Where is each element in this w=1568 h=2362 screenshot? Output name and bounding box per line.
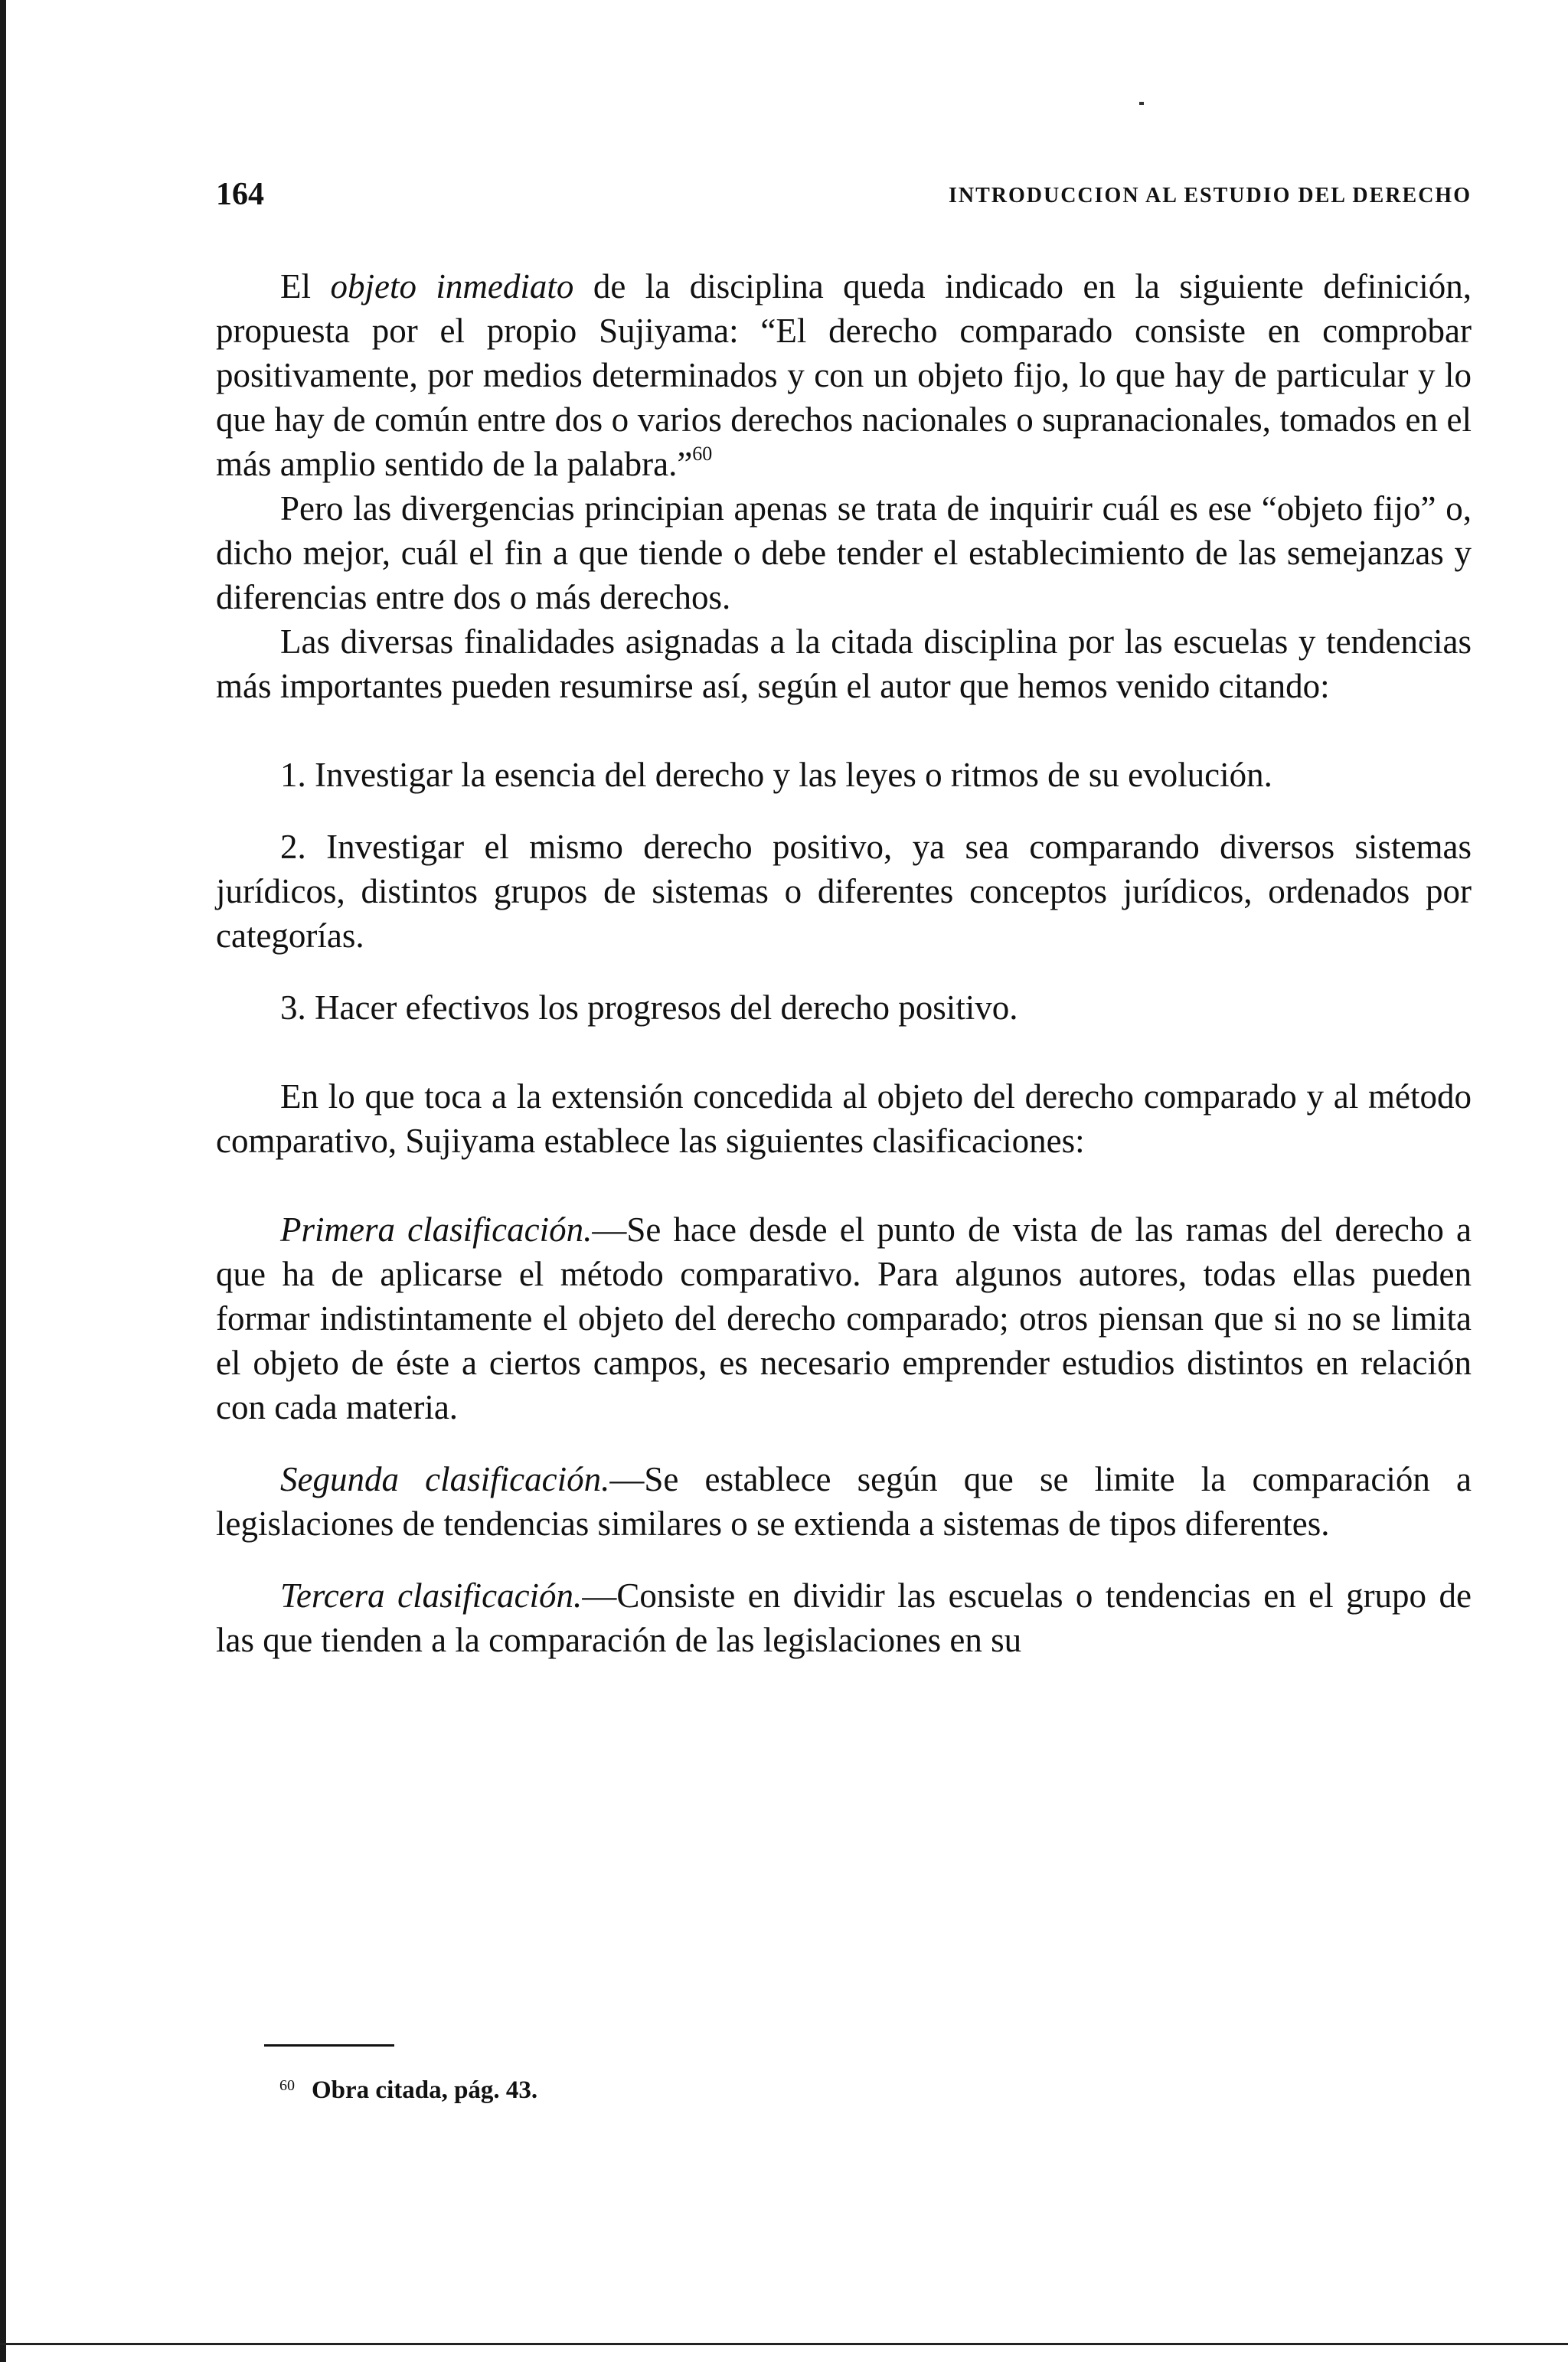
paragraph-text: El [280, 267, 331, 305]
scan-border-bottom [0, 2343, 1568, 2345]
page-header [216, 176, 1472, 222]
list-item-1: 1. Investigar la esencia del derecho y las leyes o ritmos de su evolución. [280, 756, 1272, 794]
paragraph-objeto-inmediato [216, 264, 1472, 486]
paragraph-divergencias: Pero las divergencias principian apenas se trata de inquirir cuál es ese “objeto fijo” o, dicho mejor, cuál el fin a que tiende o debe tender el establecimiento de las semejanzas y diferencias entre dos o más derechos. [216, 489, 1472, 616]
italic-heading: Segunda clasificación. [280, 1460, 610, 1498]
paragraph-finalidades: Las diversas finalidades asignadas a la citada disciplina por las escuelas y tendencias más importantes pueden resumirse así, según el autor que hemos venido citando: [216, 622, 1472, 705]
running-head: INTRODUCCION AL ESTUDIO DEL DERECHO [948, 184, 1472, 207]
list-item-3: 3. Hacer efectivos los progresos del derecho positivo. [280, 988, 1018, 1027]
paragraph-extension: En lo que toca a la extensión concedida al objeto del derecho comparado y al método comparativo, Sujiyama establece las siguientes clasificaciones: [216, 1077, 1472, 1160]
page-number: 164 [216, 177, 264, 212]
footnote-reference: 60 [692, 443, 713, 465]
paragraph-primera-clasificacion [216, 1207, 1472, 1429]
italic-term: objeto inmediato [330, 267, 574, 305]
footnote-divider [264, 2044, 394, 2047]
paragraph-tercera-clasificacion [216, 1573, 1472, 1662]
footnote-text: Obra citada, pág. 43. [312, 2076, 538, 2104]
body-text [216, 264, 1472, 1662]
scan-speck [1139, 102, 1144, 105]
footnote-mark: 60 [279, 2077, 295, 2094]
italic-heading: Primera clasificación. [280, 1210, 593, 1249]
scan-border-left [0, 0, 6, 2362]
paragraph-text: —Consiste en dividir las escuelas o tendencias en el grupo de las que tienden a la comparación de las legislaciones en su [216, 1576, 1472, 1659]
paragraph-text: —Se hace desde el punto de vista de las ramas del derecho a que ha de aplicarse el método comparativo. Para algunos autores, todas ellas pueden formar indistintamente el objeto del derecho comparado; otros piensan que si no se limita el objeto de éste a ciertos campos, es necesario emprender estudios distintos en relación con cada materia. [216, 1210, 1472, 1426]
paragraph-text: de la disciplina queda indicado en la siguiente definición, propuesta por el propio Sujiyama: “El derecho comparado consiste en comprobar positivamente, por medios determinados y con un objeto fijo, lo que hay de particular y lo que hay de común entre dos o varios derechos nacionales o supranacionales, tomados en el más amplio sentido de la palabra.” [216, 267, 1472, 483]
italic-heading: Tercera clasificación. [280, 1576, 583, 1615]
footnote [279, 2076, 537, 2105]
list-item-2: 2. Investigar el mismo derecho positivo, ya sea comparando diversos sistemas jurídicos, distintos grupos de sistemas o diferentes conceptos jurídicos, ordenados por categorías. [216, 828, 1472, 955]
paragraph-text: —Se establece según que se limite la comparación a legislaciones de tendencias similares o se extienda a sistemas de tipos diferentes. [216, 1460, 1472, 1543]
paragraph-segunda-clasificacion [216, 1457, 1472, 1546]
